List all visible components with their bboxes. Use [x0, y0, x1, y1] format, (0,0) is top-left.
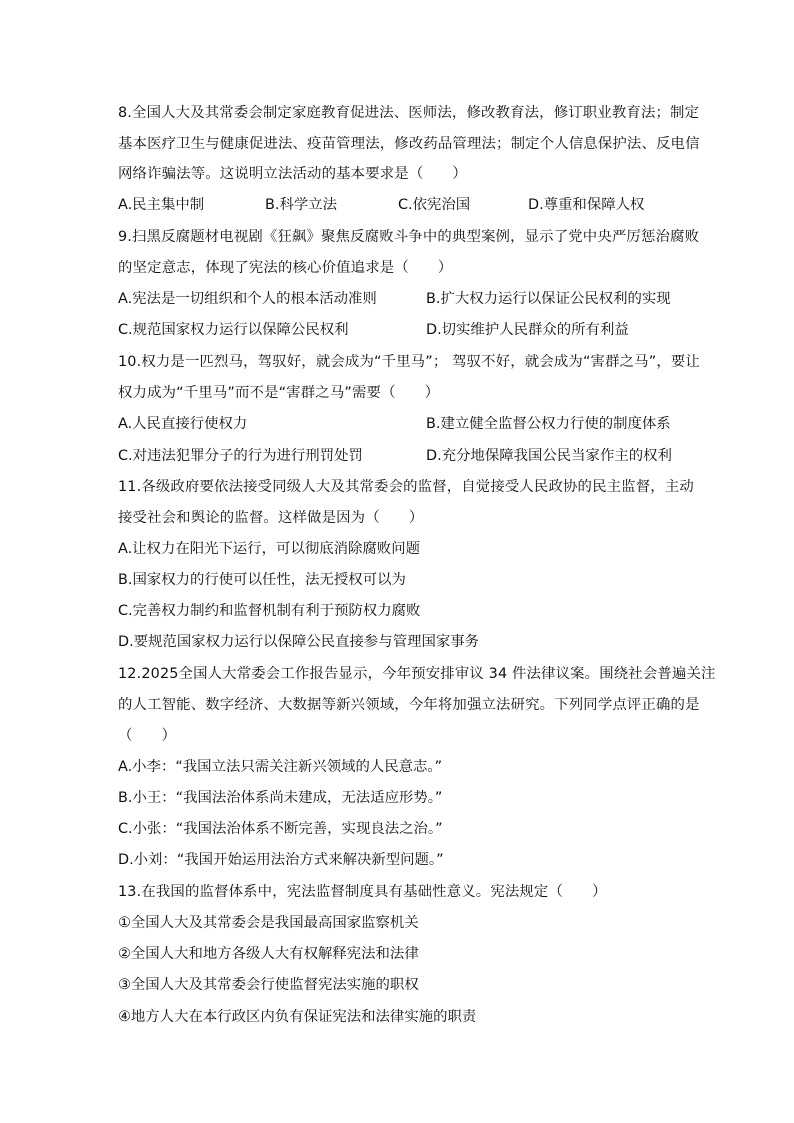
- question-9-line-2: 的坚定意志，体现了宪法的核心价值追求是（ ）: [118, 260, 453, 276]
- question-13-statement-4: ④地方人大在本行政区内负有保证宪法和法律实施的职责: [118, 1009, 477, 1025]
- question-8-option-b: B.科学立法: [265, 197, 338, 213]
- question-11-option-a: A.让权力在阳光下运行，可以彻底消除腐败问题: [118, 541, 420, 557]
- question-10-line-1: 10.权力是一匹烈马，驾驭好，就会成为“千里马”； 驾驭不好，就会成为“害群之马”，要让: [118, 354, 700, 370]
- question-10-option-d: D.充分地保障我国公民当家作主的权利: [426, 448, 672, 464]
- question-9-option-b: B.扩大权力运行以保证公民权利的实现: [426, 291, 671, 307]
- question-8-line-3: 网络诈骗法等。这说明立法活动的基本要求是（ ）: [118, 166, 467, 182]
- question-12-option-c: C.小张：“我国法治体系不断完善，实现良法之治。”: [118, 821, 443, 837]
- question-10-option-a: A.人民直接行使权力: [118, 416, 248, 432]
- question-11-option-b: B.国家权力的行使可以任性，法无授权可以为: [118, 572, 406, 588]
- question-9-option-a: A.宪法是一切组织和个人的根本活动准则: [118, 291, 377, 307]
- question-11-line-1: 11.各级政府要依法接受同级人大及其常委会的监督，自觉接受人民政协的民主监督，主动: [118, 479, 694, 495]
- question-11-option-d: D.要规范国家权力运行以保障公民直接参与管理国家事务: [118, 634, 480, 650]
- question-8-line-2: 基本医疗卫生与健康促进法、疫苗管理法，修改药品管理法；制定个人信息保护法、反电信: [118, 136, 700, 152]
- question-11-option-c: C.完善权力制约和监督机制有利于预防权力腐败: [118, 603, 421, 619]
- question-12-option-d: D.小刘：“我国开始运用法治方式来解决新型问题。”: [118, 852, 444, 868]
- question-10-line-2: 权力成为“千里马”而不是“害群之马”需要（ ）: [118, 385, 440, 401]
- question-8-option-c: C.依宪治国: [398, 197, 471, 213]
- question-8-option-d: D.尊重和保障人权: [528, 197, 645, 213]
- question-10-option-b: B.建立健全监督公权力行使的制度体系: [426, 416, 671, 432]
- question-8-line-1: 8.全国人大及其常委会制定家庭教育促进法、医师法，修改教育法，修订职业教育法；制定: [118, 105, 700, 121]
- question-9-line-1: 9.扫黑反腐题材电视剧《狂飙》聚焦反腐败斗争中的典型案例，显示了党中央严厉惩治腐败: [118, 229, 700, 245]
- question-9-option-d: D.切实维护人民群众的所有利益: [426, 322, 629, 338]
- question-13-statement-2: ②全国人大和地方各级人大有权解释宪法和法律: [118, 946, 419, 962]
- question-9-option-c: C.规范国家权力运行以保障公民权利: [118, 322, 349, 338]
- question-12-line-1: 12.2025全国人大常委会工作报告显示，今年预安排审议 34 件法律议案。围绕社会普遍关注: [118, 666, 716, 682]
- question-12-option-a: A.小李：“我国立法只需关注新兴领域的人民意志。”: [118, 759, 443, 775]
- question-13-statement-1: ①全国人大及其常委会是我国最高国家监察机关: [118, 915, 419, 931]
- question-13-line-1: 13.在我国的监督体系中，宪法监督制度具有基础性意义。宪法规定（ ）: [118, 884, 607, 900]
- question-11-line-2: 接受社会和舆论的监督。这样做是因为（ ）: [118, 510, 424, 526]
- question-10-option-c: C.对违法犯罪分子的行为进行刑罚处罚: [118, 448, 363, 464]
- question-13-statement-3: ③全国人大及其常委会行使监督宪法实施的职权: [118, 977, 419, 993]
- question-8-option-a: A.民主集中制: [118, 197, 205, 213]
- question-12-option-b: B.小王：“我国法治体系尚未建成，无法适应形势。”: [118, 790, 443, 806]
- question-12-line-2: 的人工智能、数字经济、大数据等新兴领域，今年将加强立法研究。下列同学点评正确的是: [118, 697, 700, 713]
- question-12-line-3: （ ）: [118, 728, 177, 744]
